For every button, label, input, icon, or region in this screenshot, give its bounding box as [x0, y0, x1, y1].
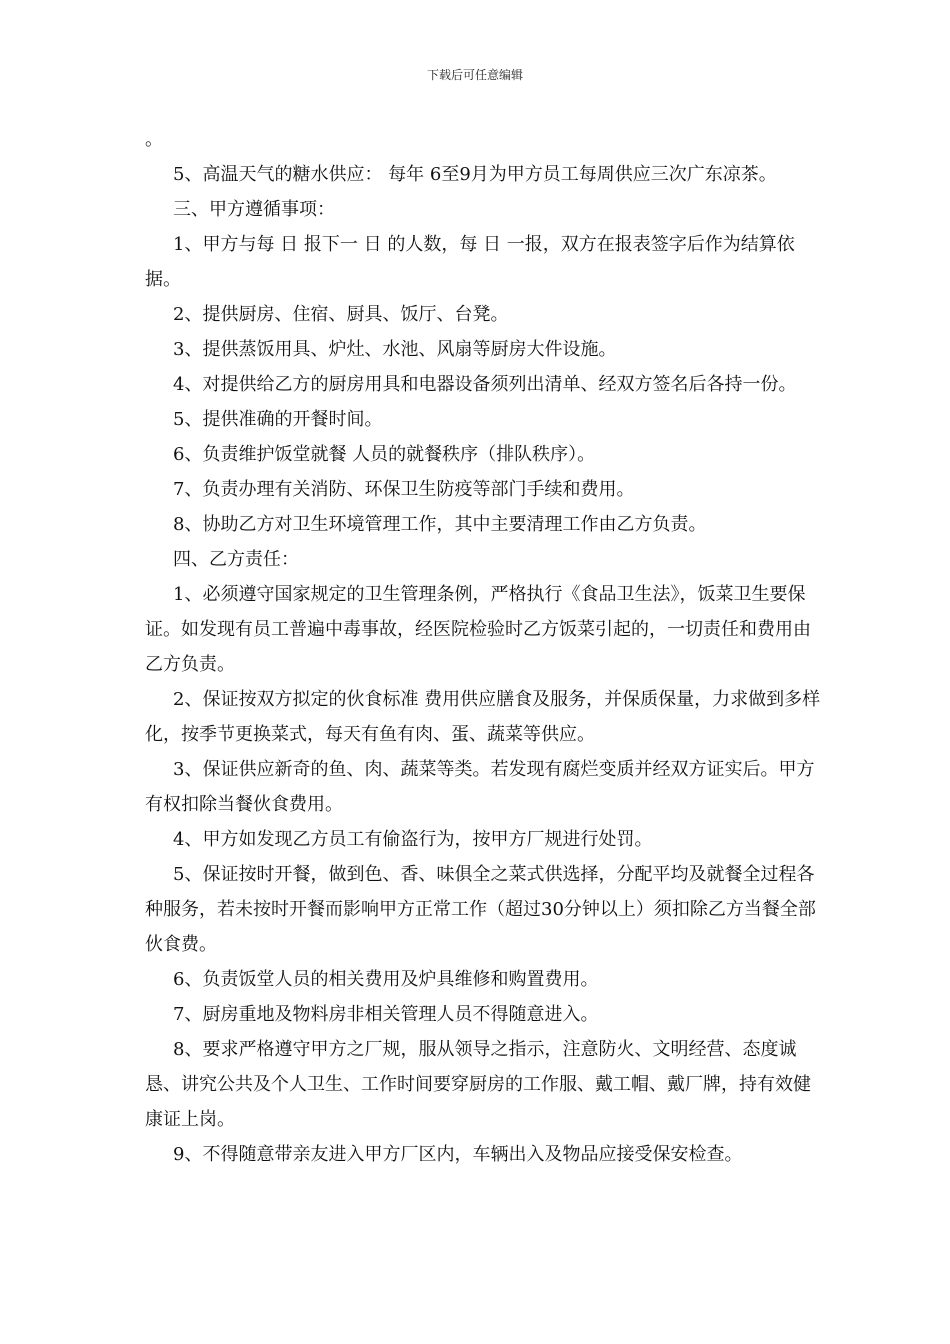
paragraph: 8、协助乙方对卫生环境管理工作，其中主要清理工作由乙方负责。	[173, 514, 707, 535]
paragraph: 2、提供厨房、住宿、厨具、饭厅、台凳。	[173, 304, 509, 325]
paragraph: 6、负责维护饭堂就餐 人员的就餐秩序（排队秩序）。	[173, 444, 596, 465]
paragraph: 5、提供准确的开餐时间。	[173, 409, 383, 430]
page-header: 下载后可任意编辑	[426, 68, 523, 82]
paragraph: 四、乙方责任：	[173, 549, 299, 570]
paragraph: 2、保证按双方拟定的伙食标准 费用供应膳食及服务，并保质保量，力求做到多样化，按季节更换菜式，每天有鱼有肉、蛋、蔬菜等供应。	[145, 689, 821, 745]
paragraph: 7、负责办理有关消防、环保卫生防疫等部门手续和费用。	[173, 479, 635, 500]
paragraph: 6、负责饭堂人员的相关费用及炉具维修和购置费用。	[173, 969, 599, 990]
paragraph: 3、保证供应新奇的鱼、肉、蔬菜等类。若发现有腐烂变质并经双方证实后。甲方有权扣除当餐伙食费用。	[145, 759, 815, 815]
document-body	[145, 122, 825, 1172]
paragraph: 。	[145, 129, 163, 150]
paragraph: 4、对提供给乙方的厨房用具和电器设备须列出清单、经双方签名后各持一份。	[173, 374, 797, 395]
paragraph: 1、必须遵守国家规定的卫生管理条例，严格执行《食品卫生法》，饭菜卫生要保证。如发现有员工普遍中毒事故，经医院检验时乙方饭菜引起的，一切责任和费用由乙方负责。	[145, 584, 811, 675]
paragraph: 三、甲方遵循事项：	[173, 199, 335, 220]
paragraph: 8、要求严格遵守甲方之厂规，服从领导之指示，注意防火、文明经营、态度诚恳、讲究公共及个人卫生、工作时间要穿厨房的工作服、戴工帽、戴厂牌，持有效健康证上岗。	[145, 1039, 811, 1130]
paragraph: 5、保证按时开餐，做到色、香、味俱全之菜式供选择，分配平均及就餐全过程各种服务，若未按时开餐而影响甲方正常工作（超过30分钟以上）须扣除乙方当餐全部伙食费。	[145, 864, 816, 955]
paragraph: 3、提供蒸饭用具、炉灶、水池、风扇等厨房大件设施。	[173, 339, 617, 360]
paragraph: 1、甲方与每 日 报下一 日 的人数，每 日 一报，双方在报表签字后作为结算依据。	[145, 234, 795, 290]
paragraph: 9、不得随意带亲友进入甲方厂区内，车辆出入及物品应接受保安检查。	[173, 1144, 743, 1165]
paragraph: 4、甲方如发现乙方员工有偷盗行为，按甲方厂规进行处罚。	[173, 829, 653, 850]
paragraph: 7、厨房重地及物料房非相关管理人员不得随意进入。	[173, 1004, 599, 1025]
paragraph: 5、高温天气的糖水供应： 每年 6至9月为甲方员工每周供应三次广东凉茶。	[173, 164, 777, 185]
